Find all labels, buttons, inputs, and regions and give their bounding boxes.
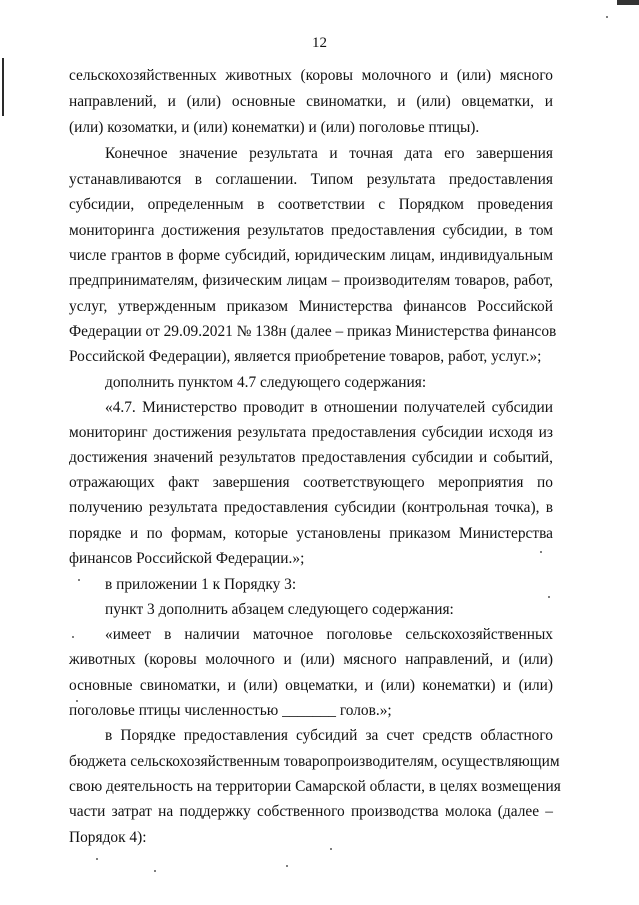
- scan-speck: [72, 636, 74, 638]
- text-line: животных (коровы молочного и (или) мясного направлений, и (или): [69, 651, 553, 668]
- text-line: отражающих факт завершения соответствующего мероприятия по: [69, 474, 553, 491]
- text-line: поголовье птицы численностью _______ голов.»;: [69, 702, 392, 719]
- text-line: получению результата предоставления субсидии (контрольная точка), в: [69, 499, 553, 516]
- scan-speck: [96, 858, 98, 860]
- text-line: устанавливаются в соглашении. Типом результата предоставления: [69, 171, 553, 188]
- text-line: «имеет в наличии маточное поголовье сельскохозяйственных: [105, 626, 553, 643]
- text-line: услуг, утвержденным приказом Министерства финансов Российской: [69, 298, 553, 315]
- text-line: Российской Федерации), является приобретение товаров, работ, услуг.»;: [69, 348, 542, 365]
- scan-speck: [330, 848, 332, 850]
- text-line: части затрат на поддержку собственного производства молока (далее –: [69, 803, 553, 820]
- text-line: основные свиноматки, и (или) овцематки, и (или) конематки) и (или): [69, 677, 553, 694]
- text-line: субсидии, определенным в соответствии с Порядком проведения: [69, 196, 553, 213]
- text-line: сельскохозяйственных животных (коровы молочного и (или) мясного: [69, 67, 553, 84]
- page-number: 12: [312, 35, 327, 51]
- text-line: Порядок 4):: [69, 829, 147, 846]
- text-line: дополнить пунктом 4.7 следующего содержания:: [105, 374, 427, 391]
- margin-mark: [2, 58, 4, 116]
- text-line: порядке и по формам, которые установлены приказом Министерства: [69, 525, 553, 542]
- scan-speck: [540, 551, 542, 553]
- text-line: Федерации от 29.09.2021 № 138н (далее – приказ Министерства финансов: [69, 323, 557, 340]
- scan-speck: [548, 596, 550, 598]
- text-line: в приложении 1 к Порядку 3:: [105, 576, 297, 593]
- scan-speck: [78, 579, 80, 581]
- text-line: Конечное значение результата и точная дата его завершения: [105, 145, 553, 162]
- text-line: мониторинг достижения результата предоставления субсидии исходя из: [69, 424, 553, 441]
- scan-speck: [154, 870, 156, 872]
- text-line: предпринимателям, физическим лицам – производителям товаров, работ,: [69, 272, 553, 289]
- text-line: свою деятельность на территории Самарской области, в целях возмещения: [69, 778, 561, 795]
- text-line: «4.7. Министерство проводит в отношении получателей субсидии: [105, 399, 553, 416]
- text-line: (или) козоматки, и (или) конематки) и (или) поголовье птицы).: [69, 119, 480, 136]
- text-line: бюджета сельскохозяйственным товаропроизводителям, осуществляющим: [69, 753, 560, 770]
- scan-speck: [606, 16, 608, 18]
- text-line: финансов Российской Федерации.»;: [69, 550, 305, 567]
- scan-speck: [286, 865, 288, 867]
- scan-speck: [76, 700, 78, 702]
- text-line: в Порядке предоставления субсидий за счет средств областного: [105, 727, 553, 744]
- text-line: числе грантов в форме субсидий, юридическим лицам, индивидуальным: [69, 247, 553, 264]
- text-line: направлений, и (или) основные свиноматки, и (или) овцематки, и: [69, 93, 553, 110]
- text-line: мониторинга достижения результатов предоставления субсидии, в том: [69, 222, 553, 239]
- scan-mark: [617, 0, 639, 5]
- text-line: пункт 3 дополнить абзацем следующего содержания:: [105, 601, 454, 618]
- text-line: достижения значений результатов предоставления субсидии и событий,: [69, 449, 553, 466]
